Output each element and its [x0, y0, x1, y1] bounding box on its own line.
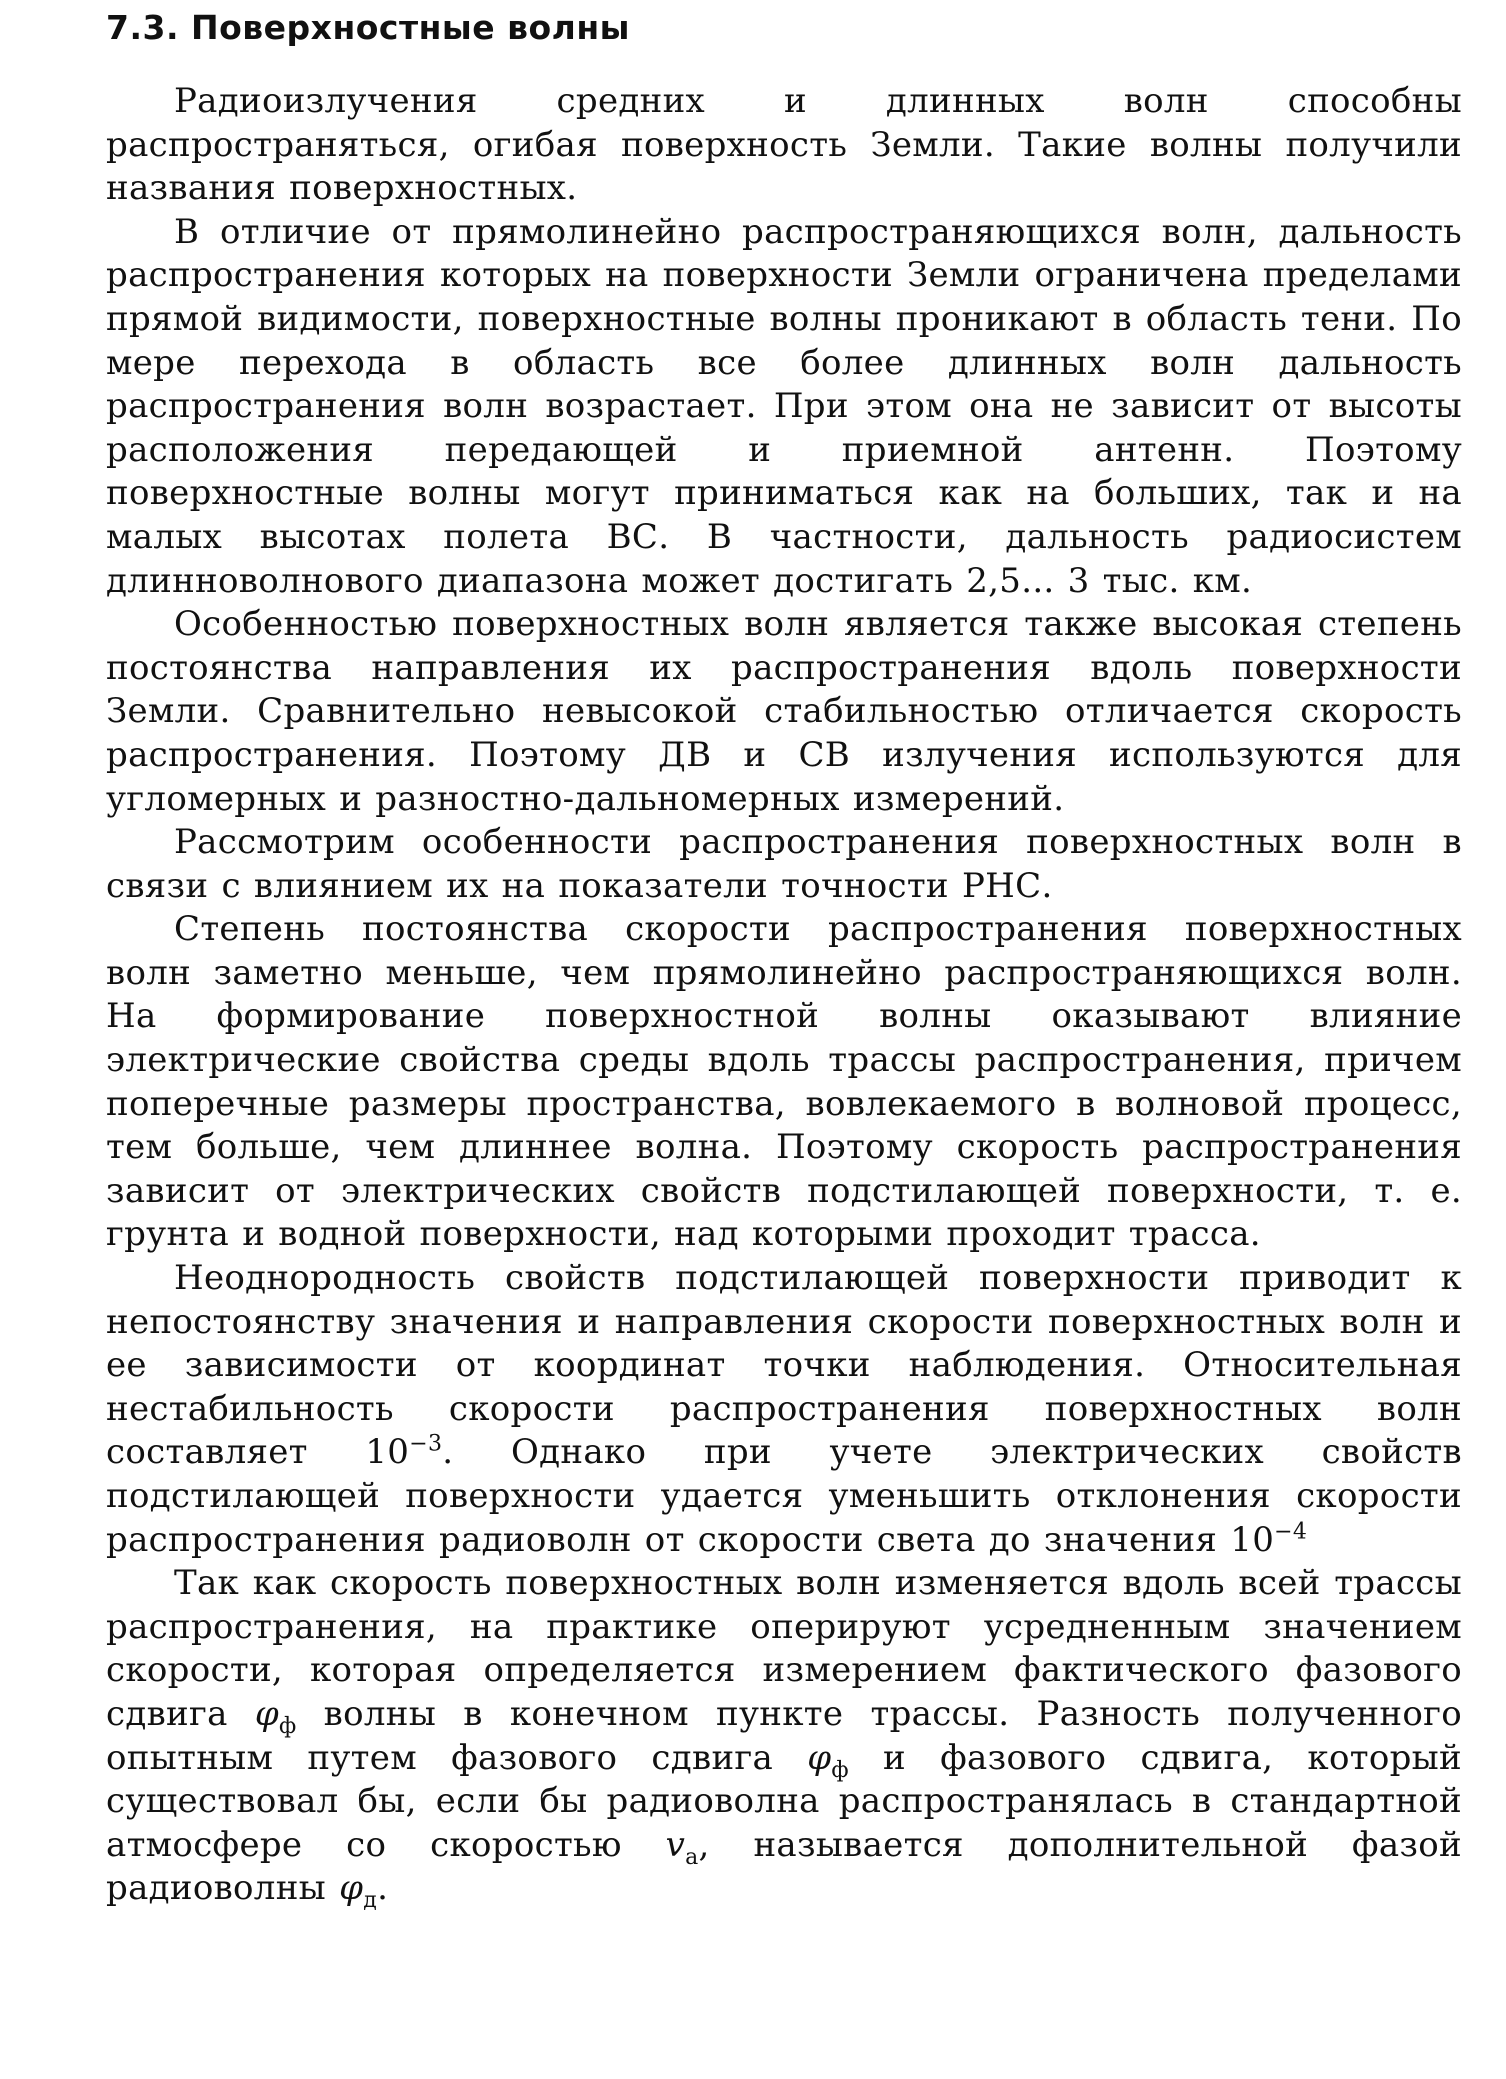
symbol-v: v	[665, 1824, 686, 1865]
section-heading: 7.3. Поверхностные волны	[106, 8, 630, 47]
subscript-1: ф	[278, 1713, 297, 1739]
paragraph-6-part-1: Неоднородность свойств подстилающей поверхности приводит к непостоянству значения и направления скорости поверхностных волн и ее зависимости от координат точки наблюдения. Относительная нестабильность скорости распространения поверхностных волн составляет 10	[106, 1258, 1462, 1473]
symbol-phi-2: φ	[807, 1737, 832, 1778]
paragraph-7-part-3: и фазового сдвига, который существовал бы, если бы радиоволна распространялась в стандартной атмосфере со скоростью	[106, 1737, 1462, 1865]
paragraph-7	[106, 1562, 1462, 1914]
subscript-2: ф	[831, 1757, 849, 1783]
paragraph-7-part-2: волны в конечном пункте трассы. Разность полученного опытным путем фазового сдвига	[106, 1693, 1462, 1778]
paragraph-7-part-1: Так как скорость поверхностных волн изменяется вдоль всей трассы распространения, на практике оперируют усредненным значением скорости, которая определяется измерением фактического фазового сдвига	[106, 1563, 1462, 1734]
paragraph-5: Степень постоянства скорости распространения поверхностных волн заметно меньше, чем прямолинейно распространяющихся волн. На формирование поверхностной волны оказывают влияние электрические свойства среды вдоль трассы распространения, причем поперечные размеры пространства, вовлекаемого в волновой процесс, тем больше, чем длиннее волна. Поэтому скорость распространения зависит от электрических свойств подстилающей поверхности, т. е. грунта и водной поверхности, над которыми проходит трасса.	[106, 909, 1462, 1255]
paragraph-7-part-5: .	[377, 1868, 389, 1909]
exponent-2: −4	[1274, 1519, 1308, 1545]
paragraph-4: Рассмотрим особенности распространения поверхностных волн в связи с влиянием их на показатели точности РНС.	[106, 822, 1462, 906]
paragraph-1: Радиоизлучения средних и длинных волн способны распространяться, огибая поверхность Земли. Такие волны получили названия поверхностных.	[106, 81, 1462, 209]
exponent-1: −3	[409, 1432, 443, 1458]
paragraph-6-part-2: . Однако при учете электрических свойств подстилающей поверхности удается уменьшить отклонения скорости распространения радиоволн от скорости света до значения 10	[106, 1432, 1462, 1560]
paragraph-3: Особенностью поверхностных волн является также высокая степень постоянства направления их распространения вдоль поверхности Земли. Сравнительно невысокой стабильностью отличается скорость распространения. Поэтому ДВ и СВ излучения используются для угломерных и разностно-дальномерных измерений.	[106, 604, 1462, 819]
paragraph-6	[106, 1257, 1462, 1562]
symbol-phi-3: φ	[339, 1868, 364, 1909]
symbol-phi-1: φ	[254, 1693, 279, 1734]
document-page	[106, 6, 1462, 1914]
subscript-3: а	[685, 1844, 699, 1870]
paragraph-7-part-4: , называется дополнительной фазой радиоволны	[106, 1824, 1462, 1909]
paragraph-2: В отличие от прямолинейно распространяющихся волн, дальность распространения которых на поверхности Земли ограничена пределами прямой видимости, поверхностные волны проникают в область тени. По мере перехода в область все более длинных волн дальность распространения волн возрастает. При этом она не зависит от высоты расположения передающей и приемной антенн. Поэтому поверхностные волны могут приниматься как на больших, так и на малых высотах полета ВС. В частности, дальность радиосистем длинноволнового диапазона может достигать 2,5... 3 тыс. км.	[106, 211, 1462, 601]
subscript-4: д	[363, 1888, 378, 1914]
